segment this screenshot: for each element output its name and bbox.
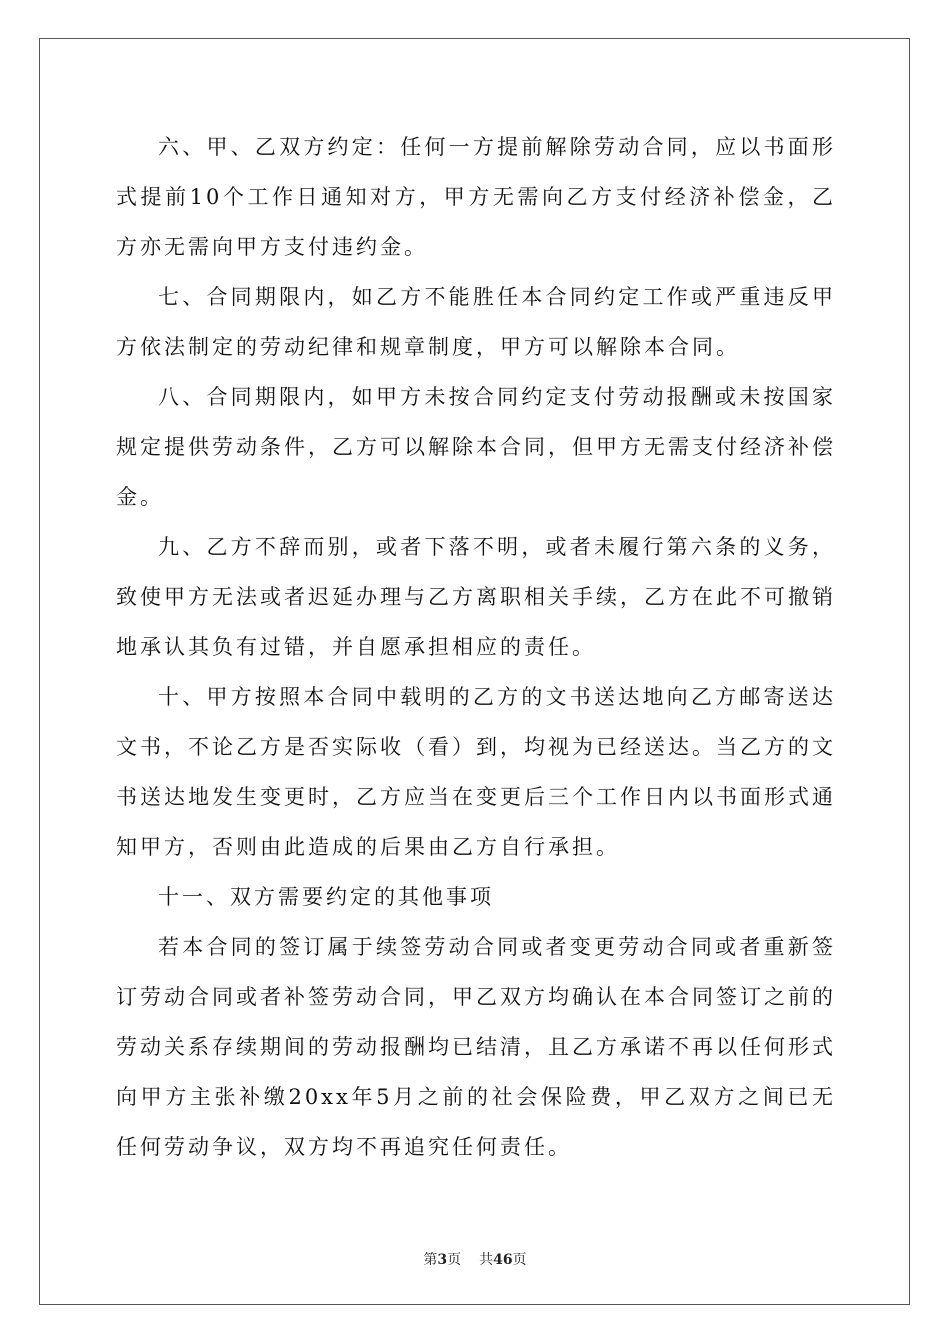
clause-10: 十、甲方按照本合同中载明的乙方的文书送达地向乙方邮寄送达文书，不论乙方是否实际收（看）到，均视为已经送达。当乙方的文书送达地发生变更时，乙方应当在变更后三个工作日内以书面形式通知甲方，否则由此造成的后果由乙方自行承担。	[116, 685, 836, 859]
clause-11-heading: 十一、双方需要约定的其他事项	[158, 885, 494, 909]
total-pages: 46	[493, 1252, 513, 1268]
page-prefix: 第	[423, 1252, 438, 1268]
total-prefix: 共	[479, 1252, 494, 1268]
page-suffix: 页	[447, 1252, 462, 1268]
total-suffix: 页	[512, 1252, 527, 1268]
document-body	[116, 122, 836, 1172]
page-footer	[0, 1249, 950, 1269]
page-number: 3	[437, 1252, 448, 1268]
clause-9: 九、乙方不辞而别，或者下落不明，或者未履行第六条的义务，致使甲方无法或者迟延办理与乙方离职相关手续，乙方在此不可撤销地承认其负有过错，并自愿承担相应的责任。	[116, 535, 836, 659]
clause-6: 六、甲、乙双方约定：任何一方提前解除劳动合同，应以书面形式提前10个工作日通知对方，甲方无需向乙方支付经济补偿金，乙方亦无需向甲方支付违约金。	[116, 135, 836, 259]
clause-7: 七、合同期限内，如乙方不能胜任本合同约定工作或严重违反甲方依法制定的劳动纪律和规章制度，甲方可以解除本合同。	[116, 285, 836, 359]
clause-8: 八、合同期限内，如甲方未按合同约定支付劳动报酬或未按国家规定提供劳动条件，乙方可以解除本合同，但甲方无需支付经济补偿金。	[116, 385, 836, 509]
clause-11-body: 若本合同的签订属于续签劳动合同或者变更劳动合同或者重新签订劳动合同或者补签劳动合同，甲乙双方均确认在本合同签订之前的劳动关系存续期间的劳动报酬均已结清，且乙方承诺不再以任何形式向甲方主张补缴20xx年5月之前的社会保险费，甲乙双方之间已无任何劳动争议，双方均不再追究任何责任。	[116, 935, 836, 1159]
